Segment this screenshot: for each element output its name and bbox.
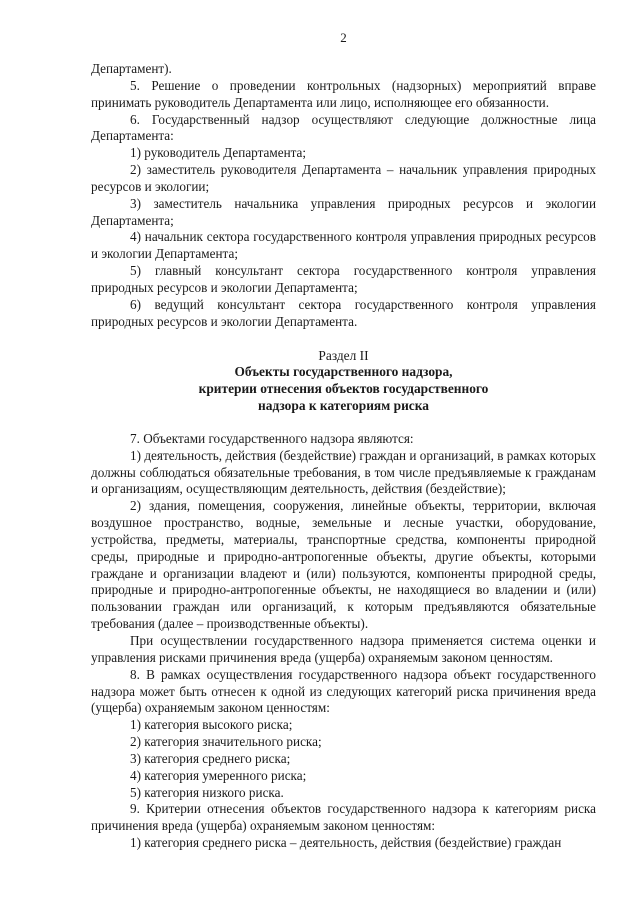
list-item-risk-3: 3) категория среднего риска; (130, 750, 291, 766)
page-number: 2 (340, 30, 347, 45)
list-item-risk-5: 5) категория низкого риска. (130, 784, 284, 800)
paragraph-continuation: Департамент). (91, 61, 172, 76)
section-title-line-2: критерии отнесения объектов государственного (198, 381, 489, 397)
list-item-criteria-1: 1) категория среднего риска – деятельность, действия (бездействие) граждан (130, 835, 562, 851)
list-item-risk-2: 2) категория значительного риска; (130, 734, 322, 750)
list-item-official-1: 1) руководитель Департамента; (130, 145, 307, 161)
paragraph-8: 8. В рамках осуществления государственного надзора объект государственного надзора может быть отнесен к одной из следующих категорий риска причинения вреда (ущерба) охраняемым законом ценностям: (91, 666, 596, 716)
section-label: Раздел II (318, 347, 369, 363)
list-item-object-2: 2) здания, помещения, сооружения, линейные объекты, территории, включая воздушное пространство, водные, земельные и лесные участки, оборудование, устройства, предметы, материалы, транспортные средства, компоненты природной среды, природные и природно-антропогенные объекты, другие объекты, которыми граждане и организации владеют и (или) пользуются, компоненты природной среды, природные и природно-антропогенные объекты, не находящиеся во владении и (или) пользовании граждан или организаций, к которым предъявляются обязательные требования (далее – производственные объекты). (91, 498, 596, 632)
list-item-risk-1: 1) категория высокого риска; (130, 717, 293, 733)
list-item-risk-4: 4) категория умеренного риска; (130, 767, 307, 783)
list-item-official-5: 5) главный консультант сектора государственного контроля управления природных ресурсов и экологии Департамента; (91, 263, 596, 295)
paragraph-7: 7. Объектами государственного надзора являются: (130, 430, 414, 446)
list-item-official-3: 3) заместитель начальника управления природных ресурсов и экологии Департамента; (91, 195, 596, 228)
list-item-official-2: 2) заместитель руководителя Департамента – начальник управления природных ресурсов и экологии; (91, 162, 596, 194)
paragraph-9: 9. Критерии отнесения объектов государственного надзора к категориям риска причинения вреда (ущерба) охраняемым законом ценностям: (91, 801, 596, 834)
section-title-line-1: Объекты государственного надзора, (234, 364, 453, 380)
paragraph-5: 5. Решение о проведении контрольных (надзорных) мероприятий вправе принимать руководитель Департамента или лицо, исполняющее его обязанности. (91, 77, 596, 110)
section-title-line-3: надзора к категориям риска (258, 398, 429, 414)
paragraph-risk-system: При осуществлении государственного надзора применяется система оценки и управления рисками причинения вреда (ущерба) охраняемым законом ценностям. (91, 633, 596, 665)
section-spacer (91, 415, 596, 431)
list-item-object-1: 1) деятельность, действия (бездействие) граждан и организаций, в рамках которых должны соблюдаться обязательные требования, в том числе предъявляемые к гражданам и организациям, осуществляющим деятельность, действия (бездействие); (91, 447, 596, 497)
paragraph-6: 6. Государственный надзор осуществляют следующие должностные лица Департамента: (91, 111, 596, 144)
list-item-official-4: 4) начальник сектора государственного контроля управления природных ресурсов и экологии Департамента; (91, 229, 596, 262)
list-item-official-6: 6) ведущий консультант сектора государственного контроля управления природных ресурсов и экологии Департамента. (91, 296, 596, 329)
document-page (91, 30, 596, 852)
